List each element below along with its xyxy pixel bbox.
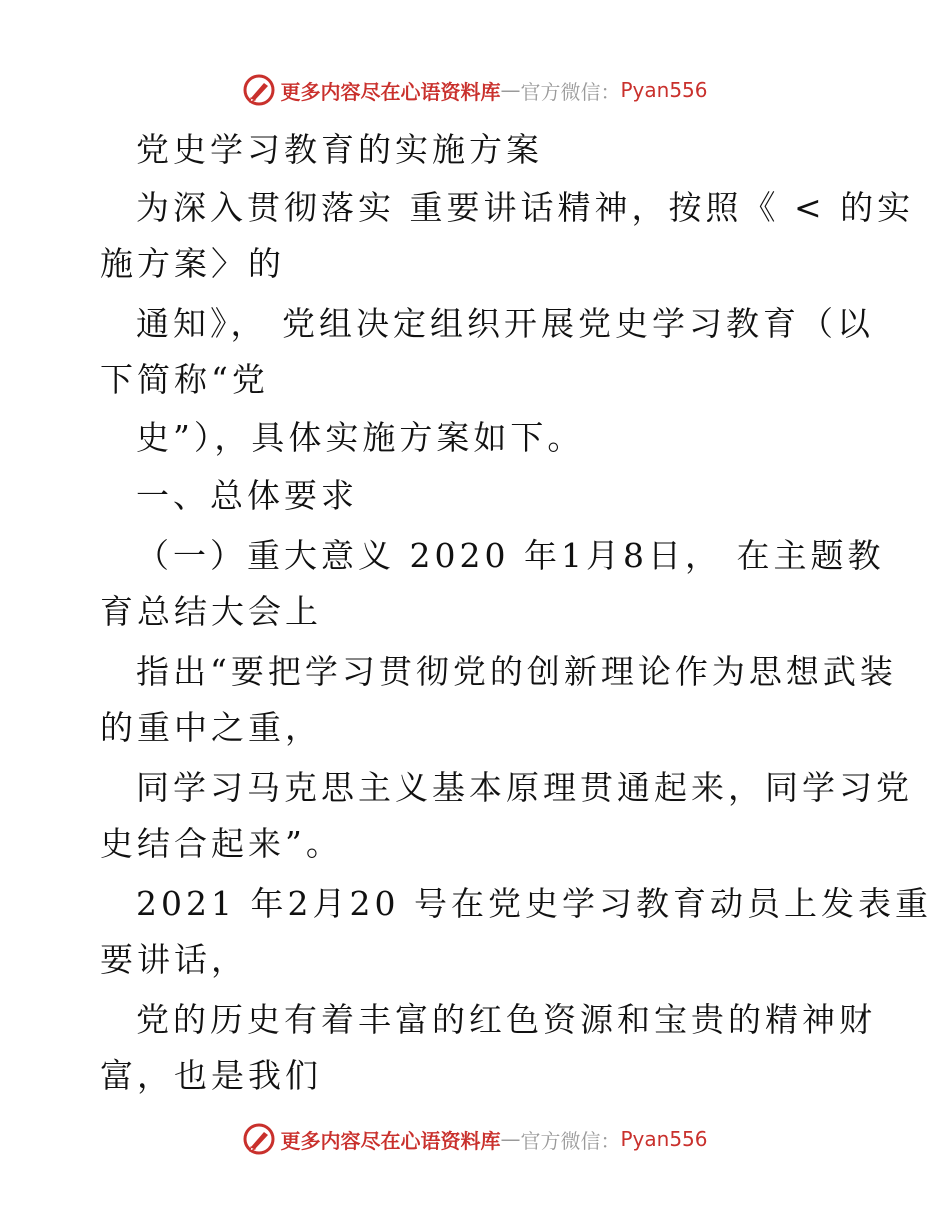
banner-main-text: 更多内容尽在心语资料库 — [280, 79, 501, 104]
paragraph-line: 育总结大会上 — [100, 592, 322, 631]
banner-separator: — — [500, 78, 521, 102]
paragraph-line: 同学习马克思主义基本原理贯通起来，同学习党 — [136, 768, 913, 807]
paragraph-line: 史”），具体实施方案如下。 — [136, 418, 585, 457]
footer-banner — [0, 1119, 950, 1159]
banner-main-text: 更多内容尽在心语资料库 — [280, 1128, 501, 1153]
paragraph-line: 富，也是我们 — [100, 1056, 322, 1095]
paragraph-line: 史结合起来”。 — [100, 824, 343, 863]
paragraph-line: 施方案〉的 — [100, 244, 285, 283]
paragraph-line: 党的历史有着丰富的红色资源和宝贵的精神财 — [136, 1000, 876, 1039]
pen-logo-icon — [242, 73, 276, 107]
paragraph-line: 为深入贯彻落实 重要讲话精神，按照《 < 的实 — [136, 188, 915, 227]
banner-wechat-id: Pyan556 — [620, 78, 708, 102]
banner-separator: — — [500, 1127, 521, 1151]
paragraph-line: 通知》， 党组决定组织开展党史学习教育（以 — [136, 304, 874, 343]
paragraph-line: 指出“要把学习贯彻党的创新理论作为思想武装 — [136, 652, 897, 691]
banner-wechat-label: 官方微信： — [520, 79, 621, 104]
paragraph-line: 下简称“党 — [100, 360, 269, 399]
document-title: 党史学习教育的实施方案 — [136, 130, 543, 169]
paragraph-line: 的重中之重， — [100, 708, 322, 747]
header-banner — [0, 70, 950, 110]
banner-wechat-id: Pyan556 — [620, 1127, 708, 1151]
paragraph-line: 2021 年2月20 号在党史学习教育动员上发表重 — [136, 884, 932, 923]
banner-wechat-label: 官方微信： — [520, 1128, 621, 1153]
section-heading: 一、总体要求 — [136, 476, 358, 515]
paragraph-line: （一）重大意义 2020 年1月8日， 在主题教 — [136, 536, 885, 575]
paragraph-line: 要讲话， — [100, 940, 248, 979]
pen-logo-icon — [242, 1122, 276, 1156]
